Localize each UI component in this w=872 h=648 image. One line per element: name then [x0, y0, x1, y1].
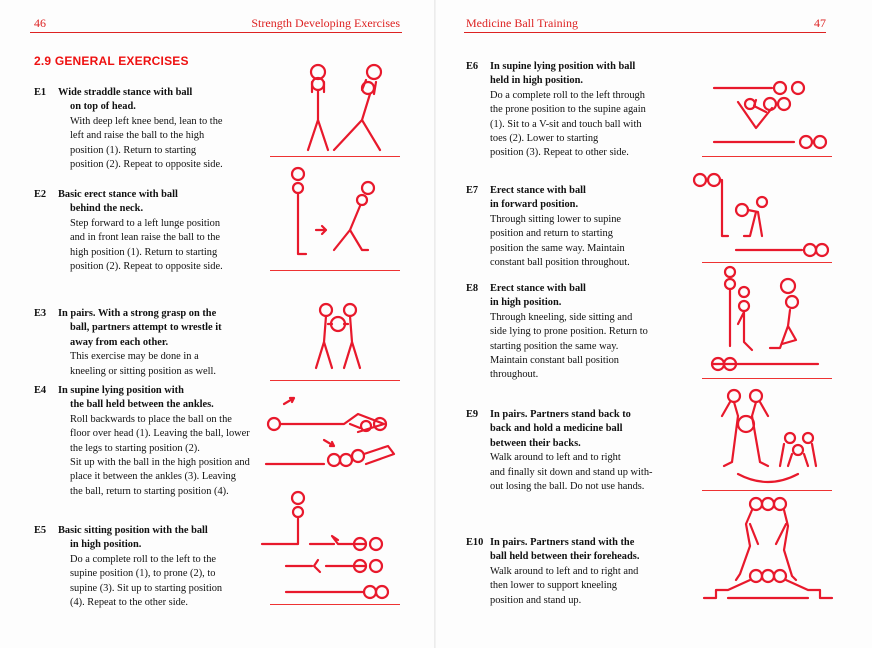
exercise-title-line: In pairs. With a strong grasp on the	[58, 308, 217, 319]
exercise-title-line: in forward position.	[490, 199, 579, 211]
exercise-text-line: Roll backwards to place the ball on the	[70, 413, 232, 425]
exercise-code: E5	[34, 525, 47, 536]
header-rule-left	[30, 32, 402, 33]
exercise-text-line: position (1). Return to starting	[70, 144, 197, 156]
exercise-text-line: the prone position to the supine again	[490, 104, 646, 116]
exercise-code: E1	[34, 87, 47, 98]
exercise-title-line: held in high position.	[490, 75, 583, 87]
exercise-code: E4	[34, 385, 47, 396]
exercise-text-line: position and stand up.	[490, 594, 582, 606]
exercise-text-line: floor over head (1). Leaving the ball, lower	[70, 428, 250, 440]
exercise-text-line: and in front lean raise the ball to the	[70, 232, 221, 244]
figure-e9	[708, 386, 828, 490]
exercise-text-line: Walk around to left and to right and	[490, 565, 639, 577]
exercise-title-line: In pairs. Partners stand back to	[490, 409, 631, 420]
exercise-title-line: ball held between their foreheads.	[490, 551, 640, 563]
exercise-text-line: toes (2). Lower to starting	[490, 133, 599, 145]
exercise-text-line: (4). Repeat to the other side.	[70, 597, 189, 609]
figure-e5	[256, 488, 406, 608]
exercise-text-line: position (3). Repeat to other side.	[490, 147, 629, 159]
exercise-text-line: out losing the ball. Do not use hands.	[490, 481, 645, 493]
exercise-text-line: Step forward to a left lunge position	[70, 217, 221, 229]
figure-rule	[702, 156, 832, 157]
exercise-code: E9	[466, 409, 479, 420]
exercise-title-line: Erect stance with ball	[490, 185, 586, 196]
exercise-code: E10	[466, 537, 484, 548]
page-number-left: 46	[34, 16, 46, 30]
exercise-title-line: Basic erect stance with ball	[58, 189, 178, 200]
exercise-title-line: in high position.	[70, 539, 142, 551]
exercise-title-line: away from each other.	[70, 336, 169, 348]
exercise-text-line: place it between the ankles (3). Leaving	[70, 471, 236, 483]
header-rule-right	[464, 32, 826, 33]
running-head-left: Strength Developing Exercises	[251, 16, 400, 30]
right-page	[436, 0, 872, 648]
figure-rule	[270, 604, 400, 605]
exercise-text-line: constant ball position throughout.	[490, 257, 630, 269]
figure-rule	[270, 380, 400, 381]
figure-e4	[264, 394, 404, 474]
exercise-text-line: high position (1). Return to starting	[70, 246, 218, 258]
exercise-text-line: position (2). Repeat to opposite side.	[70, 159, 223, 171]
exercise-text-line: Through kneeling, side sitting and	[490, 311, 633, 323]
figure-e7	[692, 166, 832, 262]
figure-rule	[702, 262, 832, 263]
figure-rule	[702, 490, 832, 491]
exercise-text-line: the legs to starting position (2).	[70, 442, 200, 454]
exercise-text-line: Do a complete roll to the left to the	[70, 553, 217, 565]
exercise-code: E6	[466, 61, 479, 72]
running-head-right: Medicine Ball Training	[466, 16, 578, 30]
exercise-code: E3	[34, 308, 47, 319]
exercise-text-line: the ball, return to starting position (4).	[70, 485, 229, 497]
exercise-title-line: Wide straddle stance with ball	[58, 87, 193, 98]
exercise-title-line: the ball held between the ankles.	[70, 399, 214, 411]
exercise-text-line: Do a complete roll to the left through	[490, 89, 645, 101]
exercise-text-line: Sit up with the ball in the high position and	[70, 457, 250, 469]
exercise-text-line: and finally sit down and stand up with-	[490, 466, 653, 478]
figure-rule	[270, 156, 400, 157]
figure-e2	[284, 164, 404, 264]
exercise-text-line: With deep left knee bend, lean to the	[70, 115, 223, 127]
exercise-title-line: Basic sitting position with the ball	[58, 525, 208, 536]
exercise-title-line: ball, partners attempt to wrestle it	[70, 322, 222, 334]
exercise-text-line: kneeling or sitting position as well.	[70, 365, 217, 377]
exercise-title-line: between their backs.	[490, 437, 581, 449]
exercise-code: E8	[466, 283, 479, 294]
exercise-text-line: throughout.	[490, 369, 539, 381]
exercise-title-line: on top of head.	[70, 101, 136, 113]
exercise-title-line: In supine lying position with	[58, 385, 184, 396]
exercise-text-line: position and return to starting	[490, 228, 613, 240]
exercise-title-line: In pairs. Partners stand with the	[490, 537, 635, 548]
page-number-right: 47	[814, 16, 826, 30]
exercise-text-line: starting position the same way.	[490, 340, 619, 352]
figure-e10	[700, 494, 836, 606]
figure-e6	[710, 72, 836, 156]
figure-e1	[270, 60, 410, 158]
exercise-text-line: Through sitting lower to supine	[490, 213, 622, 225]
exercise-text-line: (1). Sit to a V-sit and touch ball with	[490, 118, 642, 130]
figure-rule	[702, 378, 832, 379]
exercise-text-line: supine position (1), to prone (2), to	[70, 568, 216, 580]
exercise-text-line: position (2). Repeat to opposite side.	[70, 261, 223, 273]
exercise-text-line: side lying to prone position. Return to	[490, 326, 648, 338]
figure-e8	[708, 264, 828, 374]
section-title: 2.9 GENERAL EXERCISES	[34, 54, 189, 68]
figure-rule	[270, 270, 400, 271]
exercise-title-line: Erect stance with ball	[490, 283, 586, 294]
exercise-title-line: back and hold a medicine ball	[490, 423, 623, 435]
exercise-text-line: Walk around to left and to right	[490, 452, 621, 464]
exercise-title-line: In supine lying position with ball	[490, 61, 636, 72]
exercise-text-line: position the same way. Maintain	[490, 242, 625, 254]
exercise-text-line: Maintain constant ball position	[490, 355, 620, 367]
exercise-text-line: supine (3). Sit up to starting position	[70, 582, 223, 594]
exercise-title-line: behind the neck.	[70, 203, 144, 215]
figure-e3	[300, 298, 380, 378]
exercise-title-line: in high position.	[490, 297, 562, 309]
exercise-text-line: then lower to support kneeling	[490, 580, 617, 592]
exercise-text-line: left and raise the ball to the high	[70, 130, 205, 142]
exercise-code: E7	[466, 185, 479, 196]
exercise-code: E2	[34, 189, 47, 200]
exercise-text-line: This exercise may be done in a	[70, 351, 199, 363]
